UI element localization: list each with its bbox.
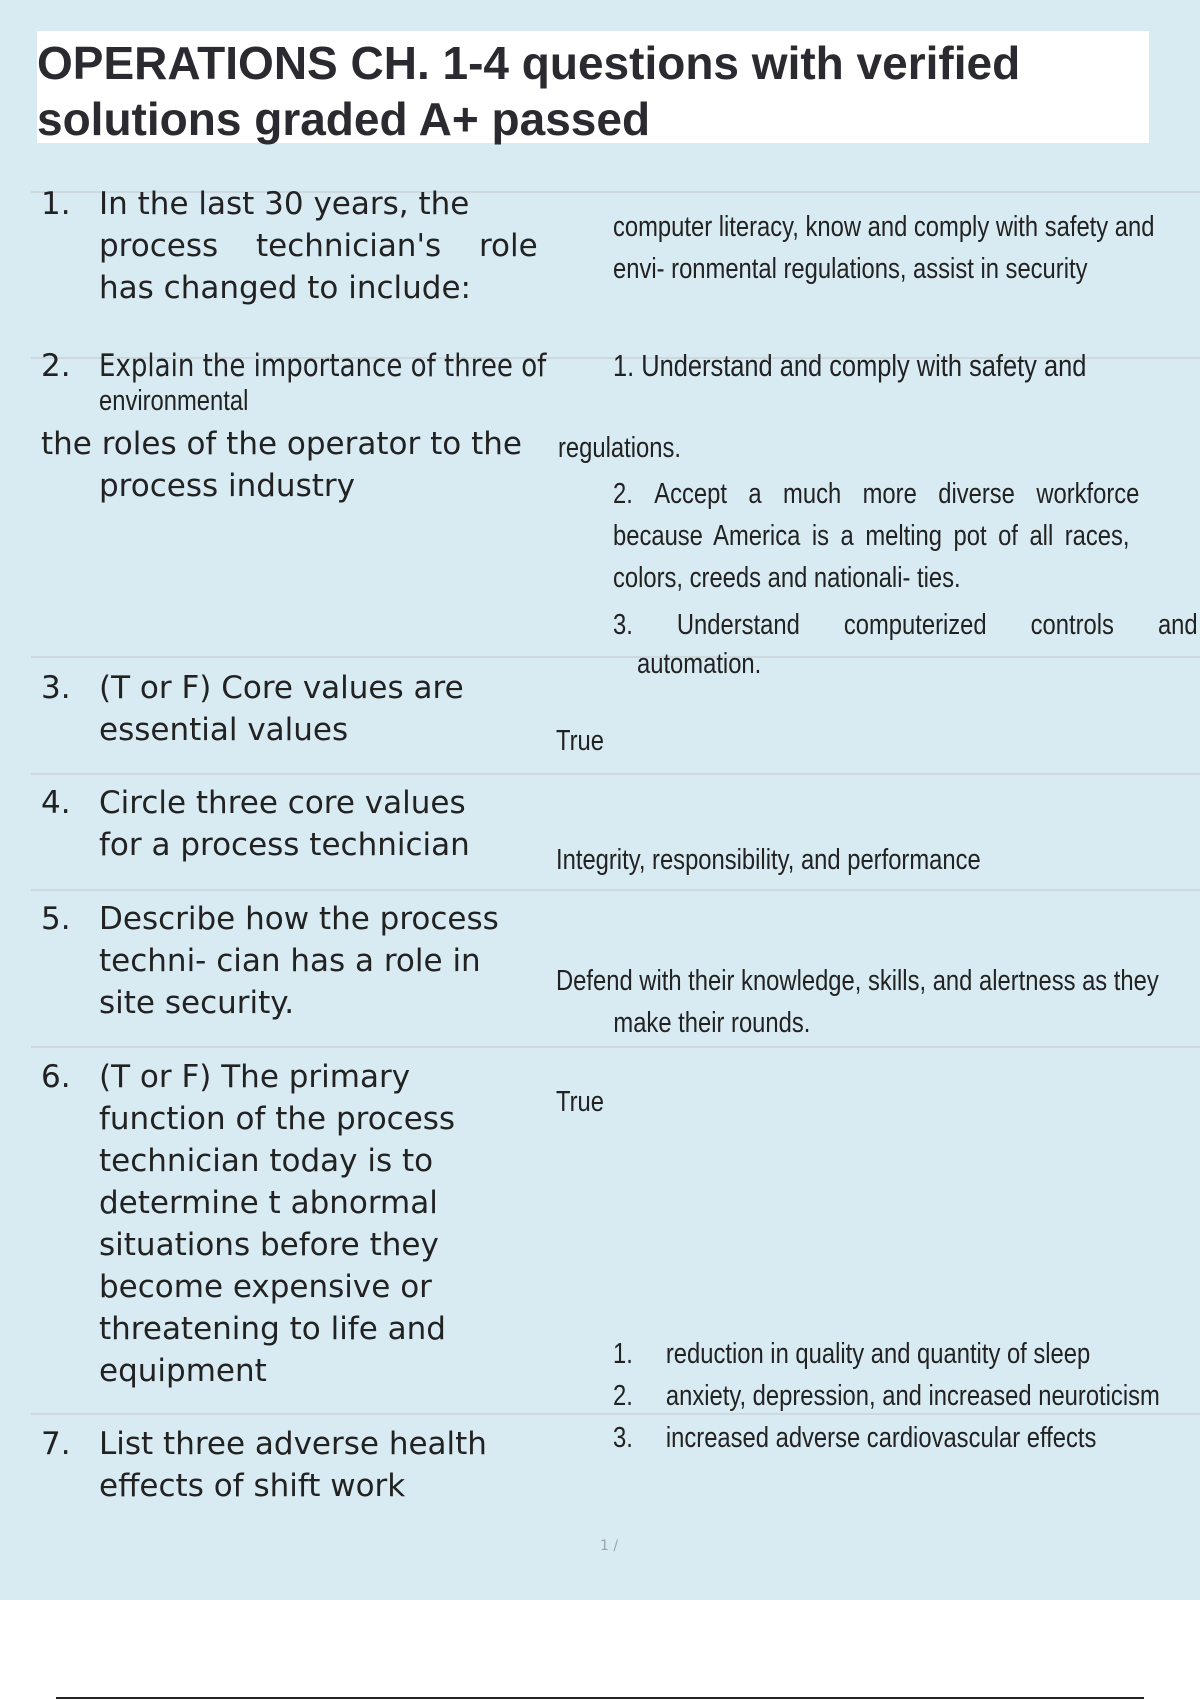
answer-1: computer literacy, know and comply with safety and envi- ronmental regulations, assist in security bbox=[613, 211, 1155, 285]
answer-2-point-2: 2. Accept a much more diverse workforce because America is a melting pot of all races, colors, creeds and nationali- ties. bbox=[613, 478, 1140, 594]
question-line: has changed to include: bbox=[99, 270, 471, 306]
answer-4: Integrity, responsibility, and performance bbox=[556, 844, 981, 876]
question-number: 4. bbox=[41, 785, 71, 821]
answer-7-list bbox=[613, 1333, 1160, 1459]
title-box bbox=[37, 31, 1149, 143]
answer-6: True bbox=[556, 1086, 605, 1118]
answer-3: True bbox=[556, 725, 605, 757]
page-title bbox=[37, 31, 1149, 147]
list-item: 3. increased adverse cardiovascular effects bbox=[613, 1422, 1097, 1454]
divider bbox=[31, 773, 1200, 775]
question-number: 2. bbox=[41, 348, 71, 384]
divider bbox=[31, 1046, 1200, 1048]
list-item: 2. anxiety, depression, and increased neuroticism bbox=[613, 1380, 1160, 1412]
answer-2-line-automation: automation. bbox=[637, 648, 762, 680]
answer-2-line-1: 1. Understand and comply with safety and bbox=[613, 348, 1087, 383]
list-item: 1. reduction in quality and quantity of sleep bbox=[613, 1338, 1091, 1370]
question-number: 3. bbox=[41, 670, 71, 706]
divider bbox=[31, 889, 1200, 891]
title-line-2: solutions graded A+ passed bbox=[37, 93, 651, 145]
question-number: 7. bbox=[41, 1426, 71, 1462]
question-2-line-2: the roles of the operator to the bbox=[41, 426, 522, 462]
divider bbox=[31, 656, 1200, 658]
divider bbox=[31, 1413, 1200, 1415]
answer-2-line-3: regulations. bbox=[558, 432, 681, 464]
question-number: 6. bbox=[41, 1059, 71, 1095]
question-line: process technician's role bbox=[99, 228, 538, 264]
answer-2-line-2: environmental bbox=[99, 385, 249, 417]
page-number: 1 / bbox=[600, 1538, 619, 1554]
title-line-1: OPERATIONS CH. 1-4 questions with verified bbox=[37, 37, 1021, 89]
question-number: 5. bbox=[41, 901, 71, 937]
document-page: OPERATIONS CH. 1-4 questions with verified solutions graded A+ passed 1. In the last 30 years, the process technician's role has changed to include: computer literacy, know and comply with safety and envi- ronmental regulations, assist in security 2. Explain the importance of three of 1. Understand and comply with safety and environmental the roles of the operator to the regulations. process industry 2. Accept a much more diverse workforce because America is a melting pot of all races, colors, creeds and nationali- ties. 3. Understand computerized controls and automation. 3. (T or F) Core values are essential values True 4. Circle three core values for a process technician Integrity, responsibility, and performance 5. Describe how the process techni- cian has a role in site security. Defend with their knowledge, skills, and alertness as they make their rounds. 6. (T or F) The primary function of the process technician today is to determine t abnormal situations before they become expensive or threatening to life and equipment True 1. reduction in quality and quantity of sleep 2. anxiety, depression, and increased neuroticism 3. increased adverse cardiovascular effects 7. List three adverse health effects of shift work 1 / bbox=[0, 0, 1200, 1600]
answer-5: Defend with their knowledge, skills, and alertness as they make their rounds. bbox=[556, 965, 1159, 1039]
bottom-rule bbox=[56, 1697, 1144, 1699]
answer-2-point-3: 3. Understand computerized controls and bbox=[613, 609, 1198, 641]
question-line: In the last 30 years, the bbox=[99, 186, 470, 222]
question-number: 1. bbox=[41, 186, 71, 222]
question-2-line-3: process industry bbox=[99, 468, 355, 504]
